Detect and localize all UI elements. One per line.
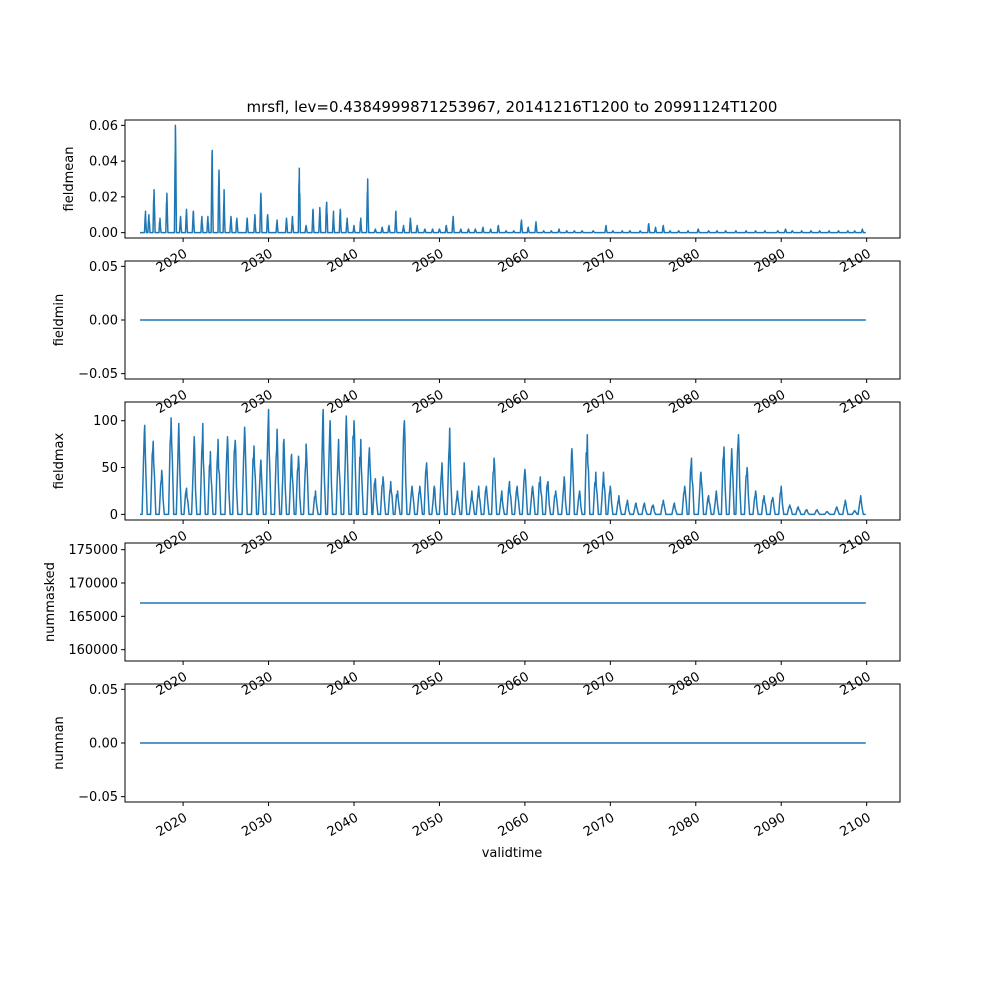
x-tick-label: 2080 <box>666 387 703 418</box>
y-tick-label: 175000 <box>68 543 118 559</box>
x-tick-label: 2090 <box>752 669 789 700</box>
x-tick-label: 2020 <box>153 810 191 841</box>
x-tick-label: 2030 <box>239 387 276 418</box>
x-tick-label: 2020 <box>153 528 191 559</box>
x-tick-label: 2020 <box>153 387 191 418</box>
x-tick-label: 2060 <box>495 387 532 418</box>
x-tick-label: 2050 <box>410 810 447 841</box>
x-tick-label: 2080 <box>666 669 703 700</box>
x-tick-label: 2100 <box>837 246 874 277</box>
x-tick-label: 2050 <box>410 387 447 418</box>
y-tick-label: 50 <box>101 461 118 477</box>
y-tick-label: 0.00 <box>89 736 118 752</box>
x-tick-label: 2040 <box>324 387 361 418</box>
chart-title: mrsfl, lev=0.4384999871253967, 20141216T1200 to 20991124T1200 <box>246 98 778 116</box>
x-tick-label: 2040 <box>324 528 361 559</box>
y-axis-label: fieldmean <box>62 146 77 212</box>
x-tick-label: 2100 <box>837 528 874 559</box>
y-tick-label: 0.05 <box>89 259 118 275</box>
x-tick-label: 2060 <box>495 669 532 700</box>
x-tick-label: 2090 <box>752 810 789 841</box>
x-tick-label: 2070 <box>581 669 618 700</box>
x-tick-label: 2050 <box>410 246 447 277</box>
y-tick-label: 0.00 <box>89 313 118 329</box>
y-axis-label: numnan <box>52 716 67 770</box>
y-tick-label: 165000 <box>68 609 118 625</box>
x-tick-label: 2050 <box>410 528 447 559</box>
x-tick-label: 2100 <box>837 810 874 841</box>
x-tick-label: 2040 <box>324 246 361 277</box>
x-tick-label: 2060 <box>495 528 532 559</box>
x-tick-label: 2020 <box>153 246 191 277</box>
x-tick-label: 2100 <box>837 387 874 418</box>
x-tick-label: 2090 <box>752 246 789 277</box>
x-tick-label: 2080 <box>666 810 703 841</box>
x-tick-label: 2020 <box>153 669 191 700</box>
x-tick-label: 2040 <box>324 669 361 700</box>
x-tick-label: 2030 <box>239 528 276 559</box>
y-tick-label: −0.05 <box>78 790 118 806</box>
x-tick-label: 2050 <box>410 669 447 700</box>
y-tick-label: 0.00 <box>89 226 118 242</box>
y-tick-label: 170000 <box>68 576 118 592</box>
x-tick-label: 2080 <box>666 246 703 277</box>
y-tick-label: 0.04 <box>89 154 118 170</box>
y-axis-label: fieldmin <box>52 293 67 347</box>
x-tick-label: 2100 <box>837 669 874 700</box>
x-tick-label: 2070 <box>581 810 618 841</box>
y-tick-label: 0.06 <box>89 118 118 134</box>
x-tick-label: 2090 <box>752 387 789 418</box>
x-tick-label: 2030 <box>239 810 276 841</box>
y-tick-label: 100 <box>93 414 118 430</box>
y-tick-label: 160000 <box>68 643 118 659</box>
y-tick-label: 0.02 <box>89 190 118 206</box>
x-tick-label: 2070 <box>581 528 618 559</box>
y-tick-label: 0 <box>109 507 118 523</box>
x-tick-label: 2070 <box>581 387 618 418</box>
y-axis-label: fieldmax <box>52 432 67 490</box>
x-tick-label: 2060 <box>495 810 532 841</box>
x-tick-label: 2070 <box>581 246 618 277</box>
x-tick-label: 2030 <box>239 669 276 700</box>
x-tick-label: 2030 <box>239 246 276 277</box>
x-tick-label: 2040 <box>324 810 361 841</box>
x-tick-label: 2060 <box>495 246 532 277</box>
y-tick-label: 0.05 <box>89 682 118 698</box>
x-axis-label: validtime <box>481 846 543 861</box>
y-axis-label: nummasked <box>43 562 58 642</box>
x-tick-label: 2090 <box>752 528 789 559</box>
y-tick-label: −0.05 <box>78 367 118 383</box>
x-tick-label: 2080 <box>666 528 703 559</box>
